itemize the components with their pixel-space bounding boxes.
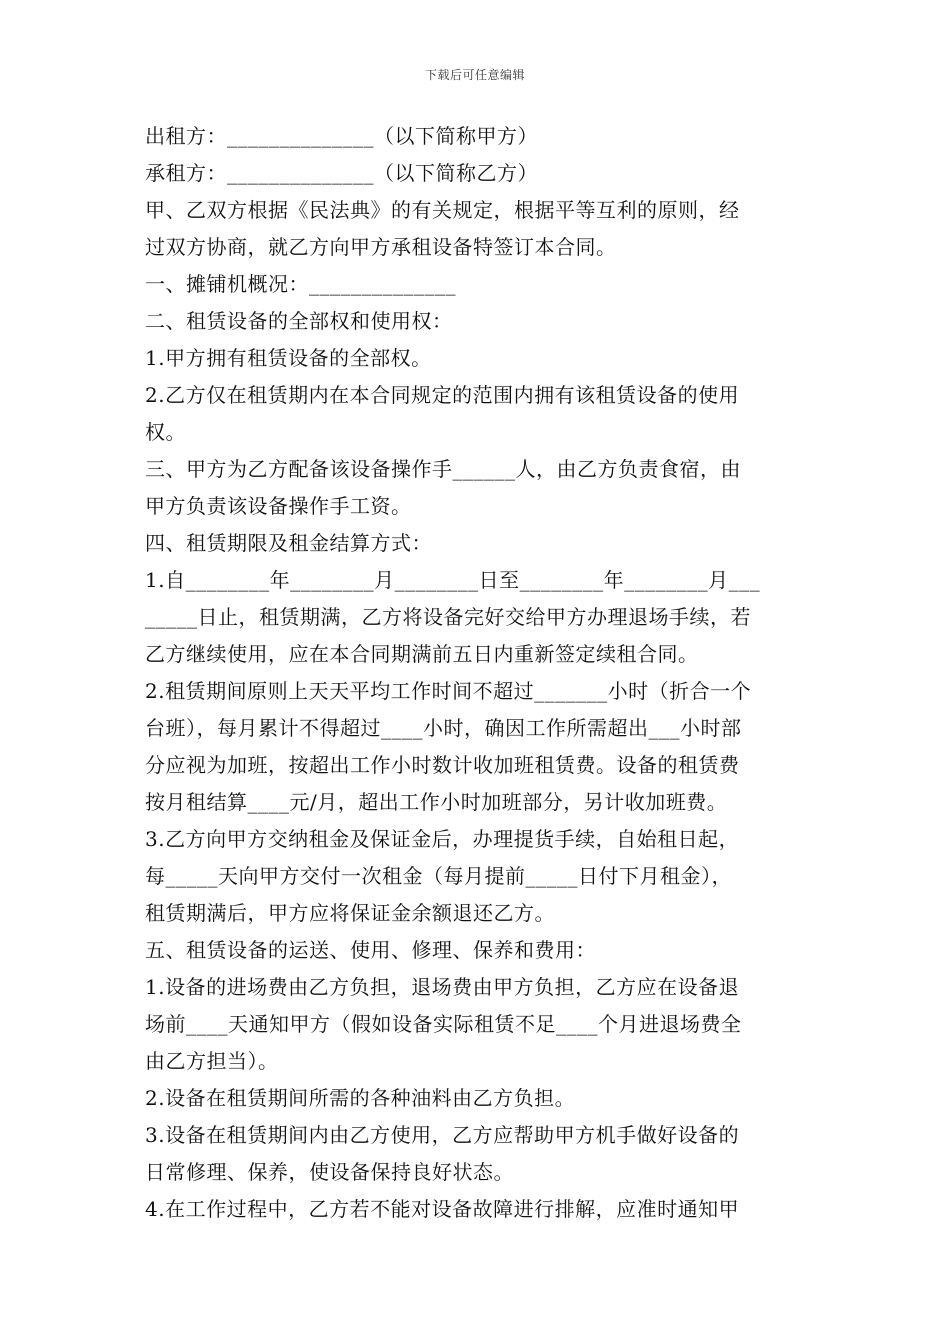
clause-line: 场前____天通知甲方（假如设备实际租赁不足____个月进退场费全 — [145, 1012, 742, 1036]
clause-line: 五、租赁设备的运送、使用、修理、保养和费用： — [145, 938, 596, 962]
clause-line: 4.在工作过程中，乙方若不能对设备故障进行排解，应准时通知甲 — [145, 1197, 740, 1221]
clause-line: 2.租赁期间原则上天天平均工作时间不超过_______小时（折合一个 — [145, 679, 752, 703]
clause-line: 3.设备在租赁期间内由乙方使用，乙方应帮助甲方机手做好设备的 — [145, 1123, 740, 1147]
clause-line: 2.乙方仅在租赁期内在本合同规定的范围内拥有该租赁设备的使用 — [145, 383, 740, 407]
clause-line: 一、摊铺机概况：______________ — [145, 272, 456, 296]
clause-line: 1.甲方拥有租赁设备的全部权。 — [145, 346, 432, 370]
clause-line: 2.设备在租赁期间所需的各种油料由乙方负担。 — [145, 1086, 576, 1110]
clause-line: 台班），每月累计不得超过____小时，确因工作所需超出___小时部 — [145, 716, 742, 740]
clause-line: 3.乙方向甲方交纳租金及保证金后，办理提货手续，自始租日起， — [145, 827, 740, 851]
contract-body — [145, 118, 810, 1228]
clause-line: 权。 — [145, 420, 186, 444]
clause-line: 由乙方担当）。 — [145, 1049, 279, 1073]
clause-line: 乙方继续使用，应在本合同期满前五日内重新签定续租合同。 — [145, 642, 699, 666]
clause-line: 出租方：______________（以下简称甲方） — [145, 124, 538, 148]
clause-line: 1.自________年________月________日至________年________月___ — [145, 568, 761, 592]
clause-line: 甲、乙双方根据《民法典》的有关规定，根据平等互利的原则，经 — [145, 198, 740, 222]
clause-line: 分应视为加班，按超出工作小时数计收加班租赁费。设备的租赁费 — [145, 753, 740, 777]
clause-line: _____日止，租赁期满，乙方将设备完好交给甲方办理退场手续，若 — [145, 605, 751, 629]
clause-line: 甲方负责该设备操作手工资。 — [145, 494, 412, 518]
clause-line: 二、租赁设备的全部权和使用权： — [145, 309, 453, 333]
header-note: 下载后可任意编辑 — [424, 68, 525, 82]
clause-line: 过双方协商，就乙方向甲方承租设备特签订本合同。 — [145, 235, 617, 259]
clause-line: 每_____天向甲方交付一次租金（每月提前_____日付下月租金）， — [145, 864, 732, 888]
clause-line: 按月租结算____元/月，超出工作小时加班部分，另计收加班费。 — [145, 790, 728, 814]
clause-line: 承租方：______________（以下简称乙方） — [145, 161, 538, 185]
clause-line: 日常修理、保养，使设备保持良好状态。 — [145, 1160, 514, 1184]
clause-line: 四、租赁期限及租金结算方式： — [145, 531, 432, 555]
clause-line: 租赁期满后，甲方应将保证金余额退还乙方。 — [145, 901, 555, 925]
clause-line: 1.设备的进场费由乙方负担，退场费由甲方负担，乙方应在设备退 — [145, 975, 740, 999]
clause-line: 三、甲方为乙方配备该设备操作手______人，由乙方负责食宿，由 — [145, 457, 741, 481]
